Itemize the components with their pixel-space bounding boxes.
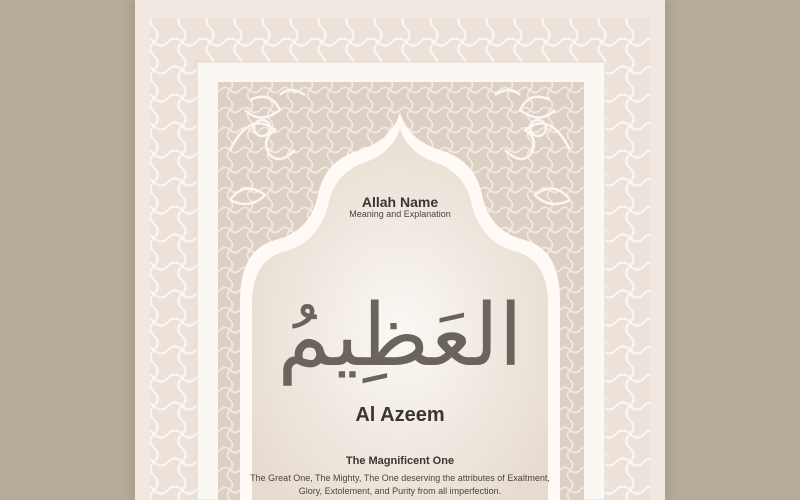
heading: Allah Name	[361, 194, 439, 210]
meaning-title: The Magnificent One	[345, 455, 455, 467]
subheading: Meaning and Explanation	[349, 209, 451, 219]
description: The Great One, The Mighty, The One deserving the attributes of Exaltment, Glory, Extolement, and Purity from all imperfection.	[250, 473, 550, 496]
arabic-calligraphy: العَظِيمُ	[277, 286, 523, 386]
transliteration: Al Azeem	[355, 404, 445, 426]
